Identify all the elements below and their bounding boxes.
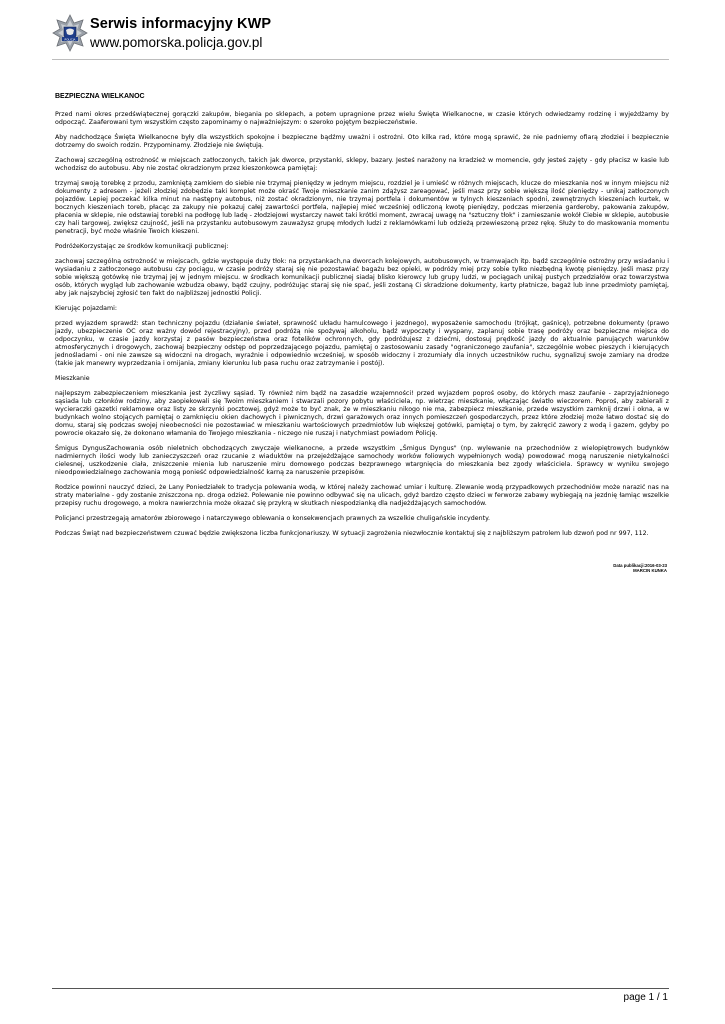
site-title: Serwis informacyjny KWP xyxy=(90,16,272,32)
paragraph: Śmigus DyngusZachowania osób nieletnich obchodzących zwyczaje wielkanocne, a przede wszystkim „Śmigus Dyngus" (np. wylewanie na przechodniów z wielopiętrowych budynków nadmiernych ilości wody lub zanieczyszczeń oraz rzucanie z wiaduktów na przejeżdżające samochody worków foliowych wypełnionych wodą) powodować mogą naruszenie nietykalności cielesnej, uszkodzenie ciała, zniszczenie mienia lub naruszenie miru domowego podczas bezprawnego wtargnięcia do mieszkania bez zgody właściciela. Sprawcy w wyniku swojego nieodpowiedzialnego zachowania mogą ponieść odpowiedzialność karną za naruszenie przepisów. xyxy=(55,445,669,476)
article xyxy=(55,93,669,545)
paragraph: Rodzice powinni nauczyć dzieci, że Lany Poniedziałek to tradycja polewania wodą, w której należy zachować umiar i kulturę. Zlewanie wodą przypadkowych przechodniów może narazić nas na straty materialne - gdy zostanie zniszczona np. droga odzież. Polewanie nie powinno odbywać się na ulicach, gdyż bardzo często dzieci w ferworze zabawy wybiegają na jezdnię łamiąc wszelkie przepisy ruchu drogowego, a mokra nawierzchnia może okazać się przykrą w skutkach niespodzianką dla nadjeżdżających samochodów. xyxy=(55,484,669,507)
page-number: page 1 / 1 xyxy=(623,992,668,1003)
paragraph: Przed nami okres przedświątecznej gorączki zakupów, biegania po sklepach, a potem upragnione przez wielu Święta Wielkanocne, w czasie których odwiedzamy rodzinę i wyjeżdżamy by odpocząć. Zaaferowani tym wszystkim często zapominamy o najważniejszym: o szeroko pojętym bezpieczeństwie. xyxy=(55,111,669,126)
publication-date: Data publikacji:2016-03-23 xyxy=(613,563,667,568)
paragraph: trzymaj swoją torebkę z przodu, zamkniętą zamkiem do siebie nie trzymaj pieniędzy w jednym miejscu, rozdziel je i umieść w różnych miejscach, klucze do mieszkania noś w innym miejscu niż dokumenty z adresem - jeżeli złodziej zdobędzie taki komplet może okraść Twoje mieszkanie zanim zdążysz zareagować, jeśli masz przy sobie większą ilość pieniędzy - unikaj zatłoczonych pojazdów. Lepiej poczekać kilka minut na następny autobus, niż zostać okradzionym, nie trzymaj portfela i dokumentów w tylnych kieszeniach spodni, zewnętrznych kieszeniach kurtek, w bocznych kieszeniach toreb, płacąc za zakupy nie pokazuj całej zawartości portfela, najlepiej mieć wcześniej odliczoną kwotę pieniędzy, podczas mierzenia garderoby, pakowania zakupów, płacenia w sklepie, nie odstawiaj torebki na podłogę lub ladę - złodziejowi wystarczy nawet taki krótki moment, zwracaj uwagę na "sztuczny tłok" i zamieszanie wokół Ciebie w sklepie, autobusie czy hali targowej, zwiększ czujność, jeśli na przystanku autobusowym zauważysz grupę młodych ludzi z reklamówkami lub odzieżą przewieszoną przez rękę. Służy to do maskowania momentu penetracji, być może właśnie Twoich kieszeni. xyxy=(55,180,669,235)
site-url[interactable]: www.pomorska.policja.gov.pl xyxy=(90,35,263,50)
section-heading: Kierując pojazdami: xyxy=(55,305,118,312)
paragraph: zachowaj szczególną ostrożność w miejscach, gdzie występuje duży tłok: na przystankach,na dworcach kolejowych, autobusowych, w tramwajach itp. bądź szczególnie ostrożny przy wsiadaniu i wysiadaniu z zatłoczonego autobusu czy pociągu, w czasie podróży staraj się nie pozostawiać bagażu bez opieki, w podróży miej przy sobie tylko niezbędną kwotę pieniędzy. Jeśli masz przy sobie większą gotówkę nie trzymaj jej w jednym miejscu. w środkach komunikacji publicznej siadaj blisko kierowcy lub grupy ludzi, w pociągach unikaj pustych przedziałów oraz towarzystwa osób, których wygląd lub zachowanie wzbudza obawy, bądź czujny, podróżując staraj się nie spać, jeśli zostaną Ci skradzione dokumenty, karty płatnicze, bagaż lub inne przedmioty pamiętaj, aby jak najszybciej zgłosić ten fakt do najbliższej jednostki Policji. xyxy=(55,258,669,297)
section-heading: Mieszkanie xyxy=(55,375,90,382)
article-title: BEZPIECZNA WIELKANOC xyxy=(55,93,145,100)
author: MARCIN KUNKA xyxy=(633,568,667,573)
paragraph: Policjanci przestrzegają amatorów zbiorowego i natarczywego oblewania o konsekwencjach prawnych za wszelkie chuligańskie incydenty. xyxy=(55,515,490,522)
paragraph: Podczas Świąt nad bezpieczeństwem czuwać będzie zwiększona liczba funkcjonariuszy. W sytuacji zagrożenia niezwłocznie kontaktuj się z najbliższym patrolem lub dzwoń pod nr 997, 112. xyxy=(55,530,649,537)
section-heading: PodróżeKorzystając ze środków komunikacji publicznej: xyxy=(55,243,229,250)
paragraph: Aby nadchodzące Święta Wielkanocne były dla wszystkich spokojne i bezpieczne bądźmy uważni i ostrożni. Oto kilka rad, które mogą sprawić, że nie padniemy ofiarą złodziei i bezpiecznie dotrzemy do swoich rodzin. Przypominamy. Złodzieje nie świętują. xyxy=(55,134,669,149)
police-star-logo-icon xyxy=(52,14,88,56)
paragraph: najlepszym zabezpieczeniem mieszkania jest życzliwy sąsiad. Ty również nim bądź na zasadzie wzajemności! przed wyjazdem poproś osoby, do których masz zaufanie - zaprzyjaźnionego sąsiada lub członków rodziny, aby zaopiekowali się Twoim mieszkaniem i stwarzali pozory pobytu właściciela, np. wietrząc mieszkanie, włączając światło wieczorem. Poproś, aby zabierali z wycieraczki gazetki reklamowe oraz listy ze skrzynki pocztowej, gdyż może to być znak, że w mieszkaniu nikogo nie ma, zabezpiecz mieszkanie, przede wszystkim zamknij drzwi i okna, a w budynkach wolno stojących pamiętaj o zamknięciu okien dachowych i piwnicznych, drzwi garażowych oraz innych pomieszczeń gospodarczych, przez które złodziej może łatwo dostać się do domu, staraj się podczas swojej nieobecności nie pozostawiać w mieszkaniu wartościowych przedmiotów lub większej gotówki, pamiętaj o tym, by zakręcić zawory z wodą i gazem, gdyby po powrocie okazało się, że dokonano włamania do Twojego mieszkania - niczego nie ruszaj i natychmiast powiadom Policję. xyxy=(55,390,669,437)
footer-divider xyxy=(52,988,669,989)
publication-meta xyxy=(613,563,667,573)
paragraph: Zachowaj szczególną ostrożność w miejscach zatłoczonych, takich jak dworce, przystanki, sklepy, bazary. Jesteś narażony na kradzież w momencie, gdy jesteś zajęty - gdy płacisz w kasie lub wchodzisz do autobusu. Aby nie zostać okradzionym przez kieszonkowca pamiętaj: xyxy=(55,157,669,172)
paragraph: przed wyjazdem sprawdź: stan techniczny pojazdu (działanie świateł, sprawność układu hamulcowego i jezdnego), wyposażenie samochodu (trójkąt, gaśnicę), potrzebne dokumenty (prawo jazdy, ubezpieczenie OC oraz ważny dowód rejestracyjny), przed podróżą nie spożywaj alkoholu, bądź wypoczęty i wyspany, zaplanuj sobie trasę podróży oraz bezpieczne miejsca do odpoczynku, w czasie jazdy korzystaj z pasów bezpieczeństwa oraz fotelików ochronnych, gdy podróżujesz z dziećmi, dostosuj prędkość jazdy do aktualnie panujących warunków atmosferycznych i drogowych, zachowaj bezpieczny odstęp od poprzedzającego pojazdu, pamiętaj o zastosowaniu zasady "ograniczonego zaufania", szczególnie wobec pieszych i kierujących jednośladami - oni nie zawsze są widoczni na drogach, wyraźnie i odpowiednio wcześniej, w sposób widoczny i zrozumiały dla innych uczestników ruchu, sygnalizuj swoje zamiary na drodze (takie jak manewry wyprzedzania i omijania, zmiany kierunku lub pasa ruchu oraz zatrzymanie i postój). xyxy=(55,320,669,367)
logo-text: POLICJA xyxy=(64,37,76,42)
header-divider xyxy=(52,59,669,60)
